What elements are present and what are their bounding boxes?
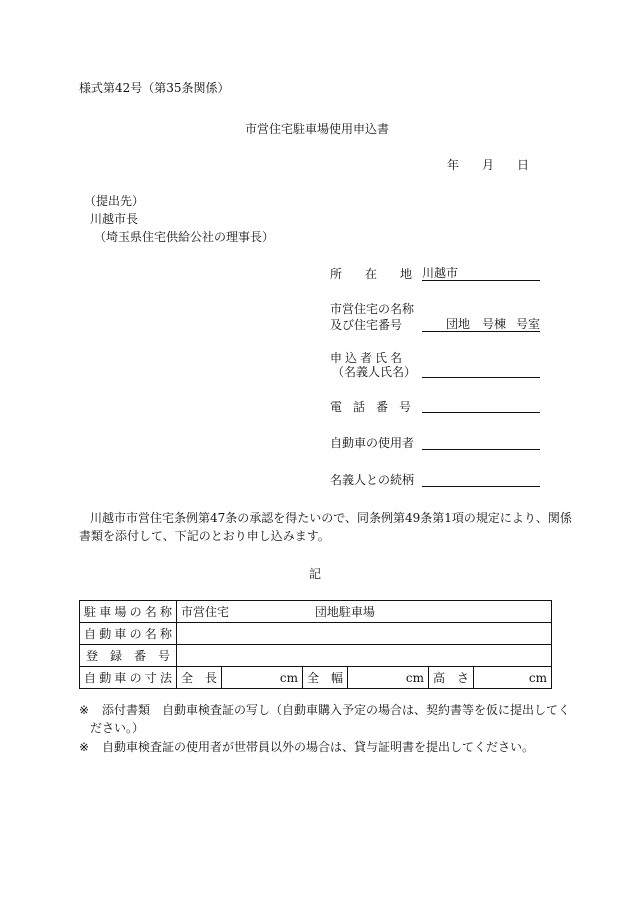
phone-label: 電話番号 [330,400,423,414]
relation-label: 名義人との続柄 [330,473,415,487]
date-year: 年 [447,158,460,172]
note-mark-2: ※ [79,740,90,754]
car-user-field[interactable] [422,433,540,450]
note-1-line-2: ださい。） [90,721,145,735]
housing-label-1: 市営住宅の名称 [330,302,415,316]
height-label: 高 さ [429,667,474,689]
length-field[interactable]: cm [222,667,303,689]
table-row [80,645,552,667]
height-field[interactable]: cm [474,667,552,689]
length-label: 全 長 [177,667,222,689]
addressee-corp: （埼玉県住宅供給公社の理事長） [94,230,275,244]
note-mark-1: ※ [79,703,90,717]
table-row [80,667,552,689]
car-name-field[interactable] [177,623,552,645]
name-field[interactable] [422,361,540,378]
body-text-line-2: 書類を添付して、下記のとおり申し込みます。 [79,529,330,543]
parking-name-label: 駐 車 場 の 名 称 [80,601,177,623]
housing-field[interactable]: 団地 号棟 号室 [422,315,540,332]
address-field[interactable]: 川越市 [422,264,540,281]
note-1-line-1: 添付書類 自動車検査証の写し（自動車購入予定の場合は、契約書等を仮に提出してく [102,703,571,717]
name-label-2: （名義人氏名） [332,365,417,379]
note-2: 自動車検査証の使用者が世帯員以外の場合は、貸与証明書を提出してください。 [102,740,535,754]
table-row [80,623,552,645]
registration-label: 登 録 番 号 [80,645,177,667]
housing-label-2: 及び住宅番号 [330,318,403,332]
record-table [79,600,552,689]
name-label-1: 申込者氏名 [330,351,406,365]
date-month: 月 [482,158,495,172]
ki-heading: 記 [309,567,322,581]
date-day: 日 [517,158,530,172]
width-label: 全 幅 [303,667,348,689]
addressee-heading: （提出先） [84,194,145,208]
page-title: 市営住宅駐車場使用申込書 [245,122,390,136]
car-user-label: 自動車の使用者 [330,436,415,450]
table-row [80,601,552,623]
addressee-mayor: 川越市長 [90,212,139,226]
parking-name-field[interactable]: 市営住宅 団地駐車場 [177,601,552,623]
relation-field[interactable] [422,470,540,487]
car-size-label: 自 動 車 の 寸 法 [80,667,177,689]
registration-field[interactable] [177,645,552,667]
width-field[interactable]: cm [348,667,429,689]
form-number: 様式第42号（第35条関係） [79,81,230,95]
body-text-line-1: 川越市市営住宅条例第47条の承認を得たいので、同条例第49条第1項の規定により、関係 [90,511,572,525]
address-label: 所 在 地 [330,267,412,281]
car-name-label: 自 動 車 の 名 称 [80,623,177,645]
phone-field[interactable] [422,396,540,413]
